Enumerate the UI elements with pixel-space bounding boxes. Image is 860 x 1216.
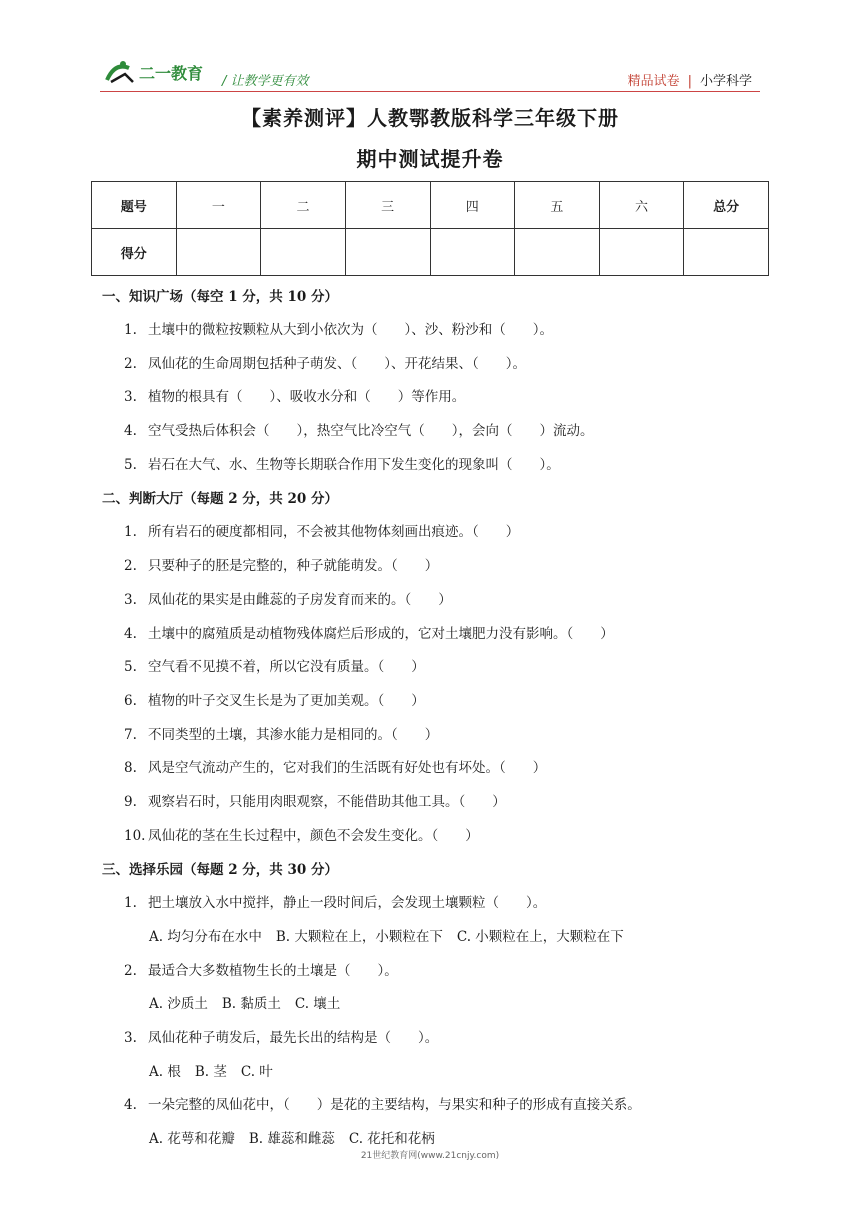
question-text: 空气受热后体积会（ ），热空气比冷空气（ ），会向（ ）流动。 (148, 423, 594, 440)
question (100, 381, 780, 415)
question (100, 415, 780, 449)
question (100, 955, 780, 989)
question-number: 7. (124, 726, 137, 743)
question-text: 土壤中的腐殖质是动植物残体腐烂后形成的，它对土壤肥力没有影响。（ ） (148, 625, 614, 642)
option: C. 壤土 (294, 996, 341, 1013)
section-heading: 二、判断大厅（每题 2 分，共 20 分） (102, 491, 338, 508)
option: A. 均匀分布在水中 (149, 929, 262, 945)
question (100, 314, 780, 348)
question-number: 3. (124, 591, 137, 608)
question-text: 把土壤放入水中搅拌，静止一段时间后，会发现土壤颗粒（ ）。 (148, 895, 547, 912)
logo-text: 二一教育 (139, 64, 204, 83)
header-tag: 精品试卷 (627, 74, 680, 89)
logo (103, 58, 218, 88)
score-input-cell (176, 229, 261, 276)
score-cell: 四 (430, 182, 515, 229)
header-subject: 小学科学 (699, 74, 752, 89)
score-table (91, 181, 769, 276)
question (100, 348, 780, 382)
header-separator: | (687, 74, 692, 89)
option: A. 根 (149, 1063, 181, 1080)
page-title: 【素养测评】人教鄂教版科学三年级下册 (241, 106, 619, 130)
score-input-cell (684, 229, 769, 276)
option: A. 花萼和花瓣 (149, 1131, 235, 1148)
question (100, 786, 780, 820)
option: C. 小颗粒在上，大颗粒在下 (456, 929, 624, 945)
question-options (100, 921, 780, 955)
question-text: 植物的叶子交叉生长是为了更加美观。（ ） (148, 692, 425, 709)
exam-content (100, 280, 780, 1157)
question (100, 618, 780, 652)
option: B. 雄蕊和雌蕊 (248, 1131, 335, 1148)
question-text: 凤仙花的生命周期包括种子萌发、（ ）、开花结果、（ ）。 (148, 355, 526, 372)
score-input-cell (345, 229, 430, 276)
question (100, 685, 780, 719)
question-number: 1. (124, 524, 137, 541)
section-heading: 一、知识广场（每空 1 分，共 10 分） (102, 289, 338, 305)
question-number: 3. (124, 1030, 137, 1047)
question (100, 584, 780, 618)
score-cell: 五 (515, 182, 600, 229)
question-text: 不同类型的土壤，其渗水能力是相同的。（ ） (148, 726, 439, 743)
question-text: 所有岩石的硬度都相同，不会被其他物体刻画出痕迹。（ ） (148, 524, 520, 541)
question-text: 观察岩石时，只能用肉眼观察，不能借助其他工具。（ ） (148, 793, 506, 810)
question-text: 最适合大多数植物生长的土壤是（ ）。 (148, 962, 398, 979)
question-number: 4. (124, 1097, 137, 1114)
question (100, 651, 780, 685)
question (100, 719, 780, 753)
question (100, 1089, 780, 1123)
question (100, 449, 780, 483)
score-cell: 总分 (684, 182, 769, 229)
question (100, 516, 780, 550)
question-text: 土壤中的微粒按颗粒从大到小依次为（ ）、沙、粉沙和（ ）。 (148, 322, 553, 338)
question (100, 752, 780, 786)
question (100, 1022, 780, 1056)
question-text: 一朵完整的凤仙花中，（ ）是花的主要结构，与果实和种子的形成有直接关系。 (148, 1097, 641, 1114)
score-input-cell (599, 229, 684, 276)
question (100, 887, 780, 921)
question-number: 4. (124, 625, 137, 642)
question-number: 4. (124, 423, 137, 440)
question-options (100, 1056, 780, 1090)
question-number: 3. (124, 389, 137, 406)
question-number: 5. (124, 659, 137, 676)
question-options (100, 988, 780, 1022)
page-header (0, 0, 860, 100)
question-number: 9. (124, 793, 137, 810)
score-cell: 六 (599, 182, 684, 229)
question (100, 550, 780, 584)
option: A. 沙质土 (149, 996, 208, 1013)
slogan: / 让教学更有效 (222, 74, 309, 89)
header-divider (100, 91, 760, 92)
option: B. 黏质土 (221, 996, 281, 1013)
question-number: 8. (124, 760, 137, 777)
question (100, 820, 780, 854)
question-text: 风是空气流动产生的，它对我们的生活既有好处也有坏处。（ ） (148, 760, 547, 777)
score-cell: 题号 (92, 182, 177, 229)
score-table-header-row (92, 182, 769, 229)
section-heading: 三、选择乐园（每题 2 分，共 30 分） (102, 862, 338, 879)
question-text: 空气看不见摸不着，所以它没有质量。（ ） (148, 659, 425, 676)
option: B. 大颗粒在上，小颗粒在下 (275, 929, 443, 945)
question-text: 凤仙花种子萌发后，最先长出的结构是（ ）。 (148, 1030, 439, 1047)
score-input-cell (430, 229, 515, 276)
question-number: 1. (124, 895, 137, 912)
score-input-cell (515, 229, 600, 276)
score-cell: 一 (176, 182, 261, 229)
score-cell: 二 (261, 182, 346, 229)
score-table-score-row (92, 229, 769, 276)
page-footer: 21世纪教育网(www.21cnjy.com) (360, 1151, 500, 1161)
question-text: 岩石在大气、水、生物等长期联合作用下发生变化的现象叫（ ）。 (148, 456, 560, 473)
question-number: 2. (124, 355, 137, 372)
question-number: 5. (124, 456, 137, 473)
question-number: 6. (124, 692, 137, 709)
score-cell: 得分 (92, 229, 177, 276)
header-right (628, 70, 752, 89)
question-text: 凤仙花的果实是由雌蕊的子房发育而来的。（ ） (148, 591, 452, 608)
score-cell: 三 (345, 182, 430, 229)
question-text: 植物的根具有（ ）、吸收水分和（ ）等作用。 (148, 389, 466, 406)
question-text: 只要种子的胚是完整的，种子就能萌发。（ ） (148, 558, 439, 575)
option: C. 叶 (240, 1063, 273, 1080)
question-number: 1. (124, 322, 137, 338)
question-number: 10. (124, 827, 146, 844)
option: B. 茎 (194, 1063, 227, 1080)
option: C. 花托和花柄 (348, 1131, 435, 1148)
question-number: 2. (124, 962, 137, 979)
page-subtitle: 期中测试提升卷 (356, 147, 504, 171)
question-text: 凤仙花的茎在生长过程中，颜色不会发生变化。（ ） (148, 827, 479, 844)
score-input-cell (261, 229, 346, 276)
question-number: 2. (124, 558, 137, 575)
